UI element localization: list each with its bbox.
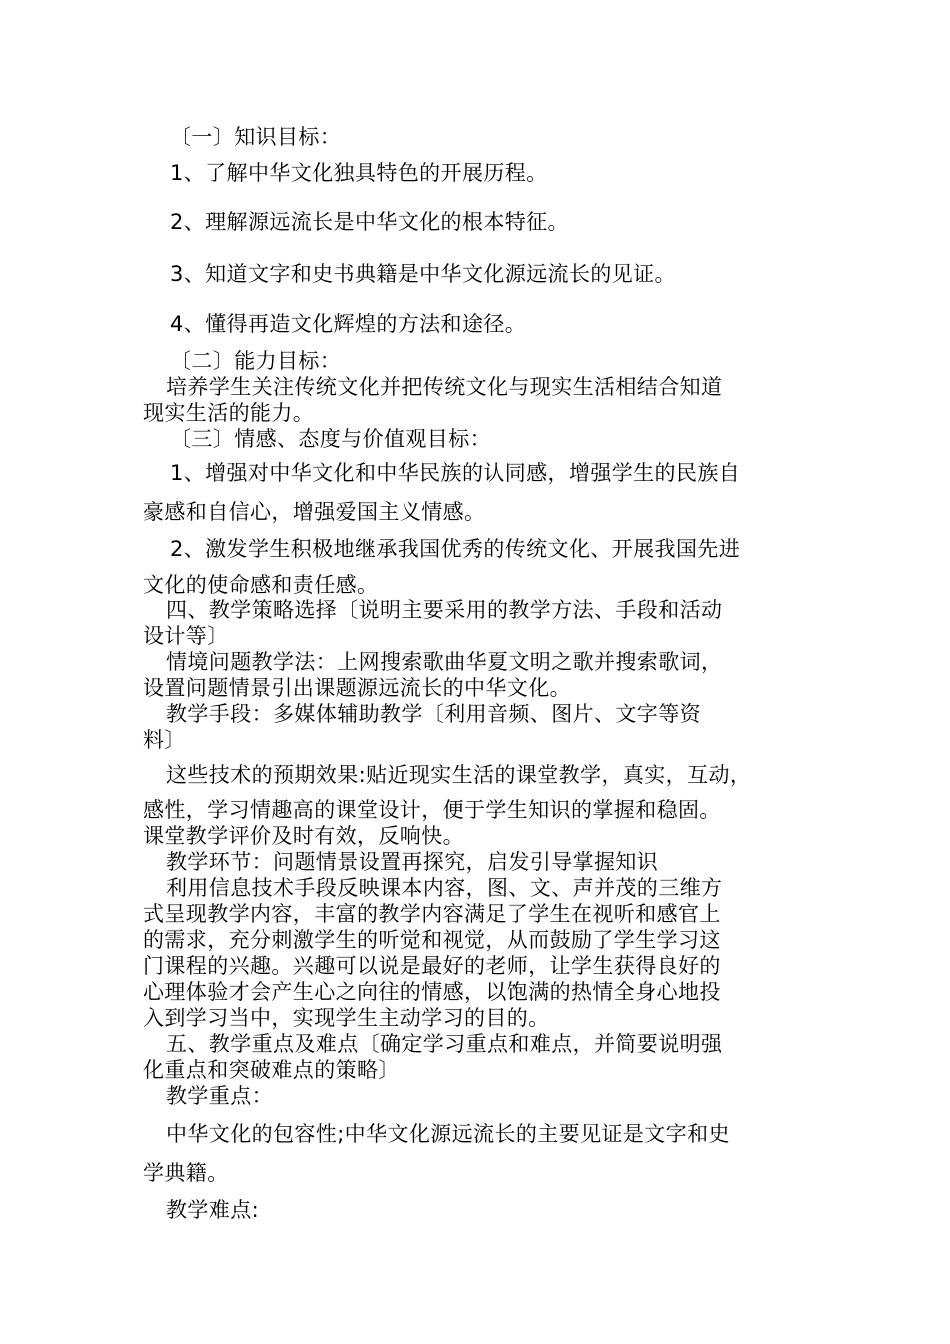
situation-method-line-1: 情境问题教学法：上网搜索歌曲华夏文明之歌并搜索歌词，: [166, 650, 723, 674]
emotion-item-2-line-1: 2、激发学生积极地继承我国优秀的传统文化、开展我国先进: [170, 537, 741, 561]
effects-line-2: 感性，学习情趣高的课堂设计，便于学生知识的掌握和稳固。: [143, 798, 721, 822]
knowledge-item-2: 2、理解源远流长是中华文化的根本特征。: [170, 210, 569, 234]
strategy-heading-line-2: 设计等〕: [143, 624, 229, 648]
teaching-means-line-2: 料〕: [143, 728, 186, 752]
strategy-heading-line-1: 四、教学策略选择〔说明主要采用的教学方法、手段和活动: [166, 598, 723, 622]
it-usage-line-6: 入到学习当中，实现学生主动学习的目的。: [143, 1006, 550, 1030]
ability-text-line-1: 培养学生关注传统文化并把传统文化与现实生活相结合知道: [166, 375, 723, 399]
it-usage-line-1: 利用信息技术手段反映课本内容，图、文、声并茂的三维方: [166, 876, 723, 900]
emotion-item-2-line-2: 文化的使命感和责任感。: [143, 573, 379, 597]
difficulty-label: 教学难点:: [166, 1198, 260, 1222]
it-usage-line-4: 门课程的兴趣。兴趣可以说是最好的老师，让学生获得良好的: [143, 954, 721, 978]
key-text-line-2: 学典籍。: [143, 1161, 229, 1185]
emotion-item-1-line-2: 豪感和自信心，增强爱国主义情感。: [143, 500, 486, 524]
ability-heading: 〔二〕能力目标：: [170, 349, 342, 373]
situation-method-line-2: 设置问题情景引出课题源远流长的中华文化。: [143, 676, 571, 700]
ability-text-line-2: 现实生活的能力。: [143, 401, 315, 425]
knowledge-item-4: 4、懂得再造文化辉煌的方法和途径。: [170, 312, 527, 336]
emotion-heading: 〔三〕情感、态度与价值观目标：: [170, 427, 491, 451]
knowledge-item-3: 3、知道文字和史书典籍是中华文化源远流长的见证。: [170, 262, 676, 286]
knowledge-heading: 〔一〕知识目标：: [170, 125, 342, 149]
knowledge-item-1: 1、了解中华文化独具特色的开展历程。: [170, 161, 548, 185]
key-text-line-1: 中华文化的包容性;中华文化源远流长的主要见证是文字和史: [166, 1122, 730, 1146]
key-label: 教学重点：: [166, 1084, 273, 1108]
effects-line-3: 课堂教学评价及时有效，反响快。: [143, 824, 464, 848]
keypoints-heading-line-2: 化重点和突破难点的策略〕: [143, 1058, 400, 1082]
effects-line-1: 这些技术的预期效果:贴近现实生活的课堂教学，真实，互动，: [166, 763, 752, 787]
it-usage-line-2: 式呈现教学内容，丰富的教学内容满足了学生在视听和感官上: [143, 902, 721, 926]
emotion-item-1-line-1: 1、增强对中华文化和中华民族的认同感，增强学生的民族自: [170, 461, 741, 485]
teaching-means-line-1: 教学手段：多媒体辅助教学〔利用音频、图片、文字等资: [166, 702, 701, 726]
it-usage-line-5: 心理体验才会产生心之向往的情感，以饱满的热情全身心地投: [143, 980, 721, 1004]
process-text: 教学环节：问题情景设置再探究，启发引导掌握知识: [166, 850, 659, 874]
keypoints-heading-line-1: 五、教学重点及难点〔确定学习重点和难点，并简要说明强: [166, 1032, 723, 1056]
it-usage-line-3: 的需求，充分刺激学生的听觉和视觉，从而鼓励了学生学习这: [143, 928, 721, 952]
